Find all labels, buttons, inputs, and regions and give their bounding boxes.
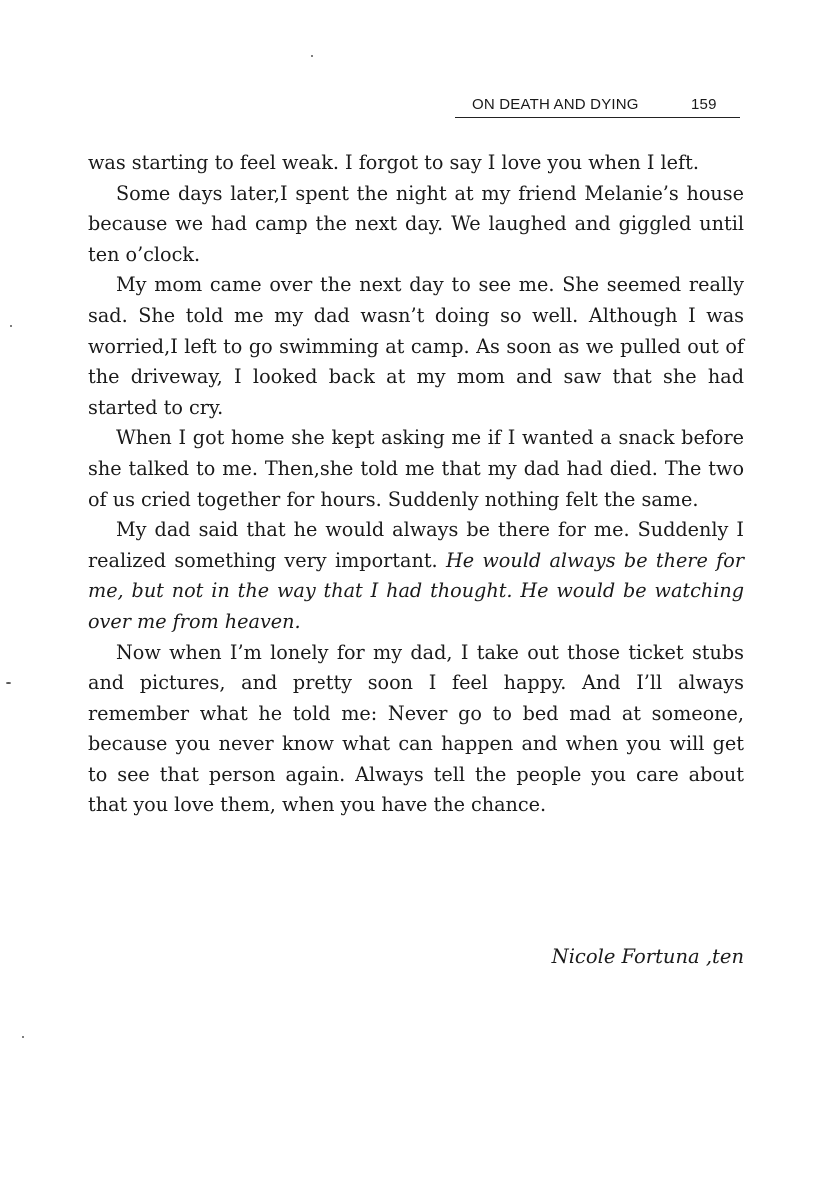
- author-signature: Nicole Fortuna ,ten: [551, 945, 744, 968]
- paragraph-5-italic: He would always be there for me, but not in the way that I had thought. He would be watching over me from heaven.: [88, 548, 744, 633]
- paragraph-3: My mom came over the next day to see me. She seemed really sad. She told me my dad wasn’t doing so well. Although I was worried,I left to go swimming at camp. As soon as we pulled out of the driveway, I looked back at my mom and saw that she had started to cry.: [88, 273, 744, 419]
- running-head: [455, 93, 740, 118]
- paragraph-2: Some days later,I spent the night at my friend Melanie’s house because we had camp the next day. We laughed and giggled until ten o’clock.: [88, 181, 744, 266]
- page-number: 159: [691, 96, 717, 113]
- paragraph-5-roman: My dad said that he would always be there for me. Suddenly I realized something very important.: [88, 518, 744, 572]
- scan-speck: [6, 682, 11, 684]
- scan-speck: [22, 1036, 24, 1038]
- paragraph-6: Now when I’m lonely for my dad, I take out those ticket stubs and pictures, and pretty soon I feel happy. And I’ll always remember what he told me: Never go to bed mad at someone, because you never know what can happen and when you will get to see that person again. Always tell the people you care about that you love them, when you have the chance.: [88, 640, 744, 817]
- body-text: [88, 148, 744, 821]
- paragraph-1: was starting to feel weak. I forgot to say I love you when I left.: [88, 151, 699, 174]
- scan-speck: [311, 55, 313, 57]
- paragraph-5: [88, 515, 744, 637]
- paragraph-4: When I got home she kept asking me if I wanted a snack before she talked to me. Then,she told me that my dad had died. The two of us cried together for hours. Suddenly nothing felt the same.: [88, 426, 744, 511]
- scan-speck: [10, 325, 12, 327]
- running-head-title: ON DEATH AND DYING: [472, 96, 639, 113]
